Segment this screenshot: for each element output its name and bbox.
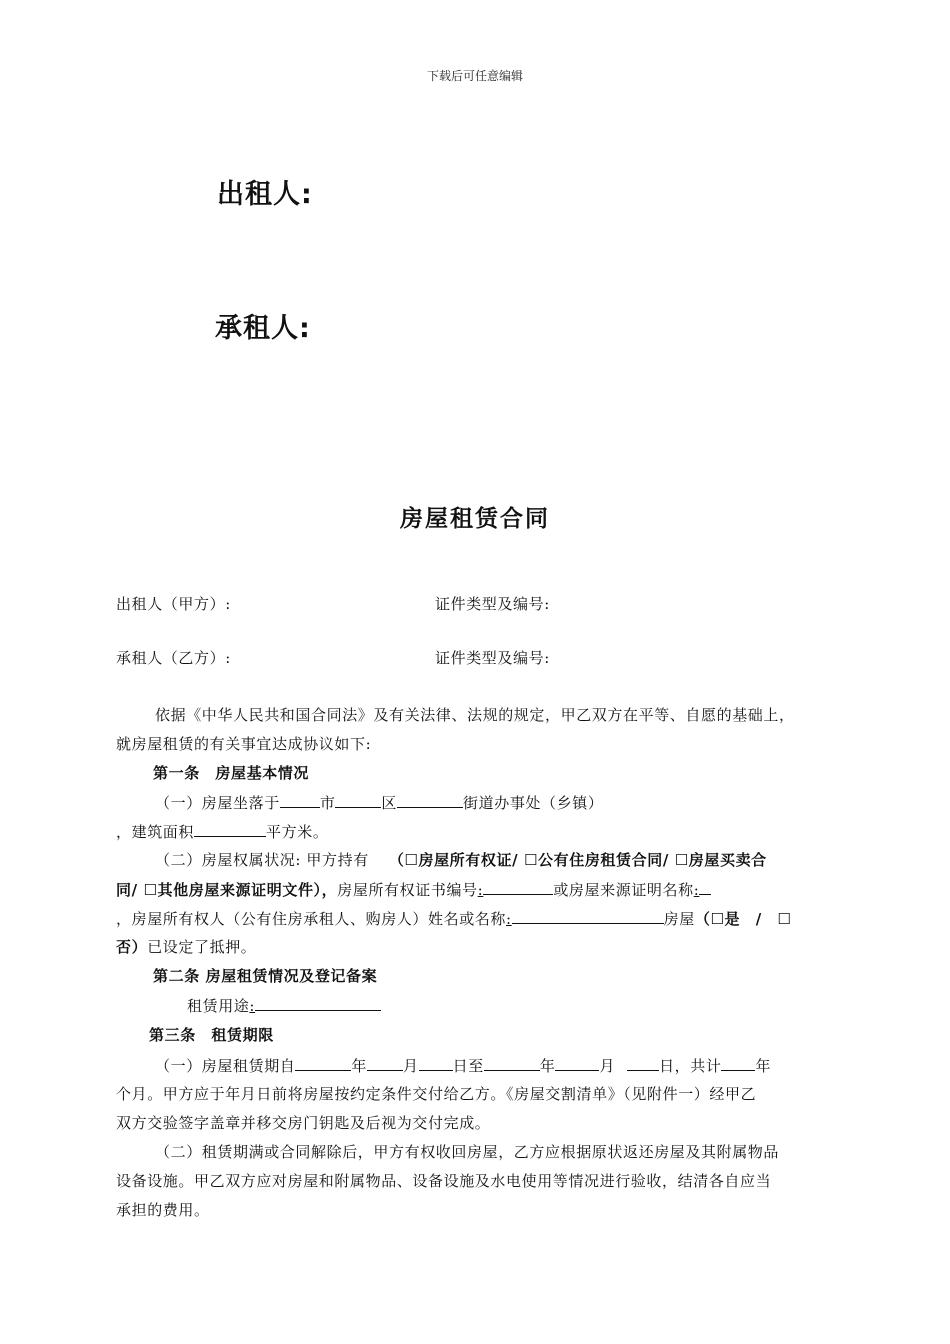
ownership-options-cont: 同/ ☐其他房屋来源证明文件）， [116, 881, 338, 899]
end-day-blank [627, 1055, 659, 1071]
article-1-item-2-line-2: 同/ ☐其他房屋来源证明文件），房屋所有权证书编号: 或房屋来源证明名称: [116, 879, 711, 900]
article-2-heading: 第二条 房屋租赁情况及登记备案 [153, 967, 378, 985]
total-years-blank [721, 1055, 755, 1071]
intro-line-1: 依据《中华人民共和国合同法》及有关法律、法规的规定，甲乙双方在平等、自愿的基础上， [155, 706, 795, 724]
source-document-label: 或房屋来源证明名称 [553, 881, 694, 899]
party-b-label: 承租人（乙方）: [116, 649, 231, 667]
area-label: ，建筑面积 [116, 823, 195, 841]
use-blank [255, 995, 381, 1011]
article-3-item-2-line-2: 设备设施。甲乙双方应对房屋和附属物品、设备设施及水电使用等情况进行验收，结清各自应当 [116, 1172, 772, 1190]
district-blank [335, 792, 381, 808]
area-unit: 平方米。 [266, 823, 329, 841]
article-3-item-1-line-3: 双方交验签字盖章并移交房门钥匙及后视为交付完成。 [116, 1114, 491, 1132]
article-3-item-1-line-2: 个月。甲方应于年月日前将房屋按约定条件交付给乙方。《房屋交割清单》（见附件一）经甲乙 [116, 1085, 757, 1103]
intro-line-2: 就房屋租赁的有关事宜达成协议如下: [116, 735, 372, 753]
start-year-blank [295, 1055, 351, 1071]
owner-name-blank [512, 908, 664, 924]
article-1-item-2-line-4 [116, 937, 256, 957]
ownership-options: （☐房屋所有权证/ ☐公有住房租赁合同/ ☐房屋买卖合 [388, 851, 767, 869]
district-label: 区 [381, 794, 398, 812]
article-3-heading: 第三条 租赁期限 [149, 1026, 274, 1044]
location-label: （一）房屋坐落于 [155, 794, 280, 812]
cover-lessor-label: 出租人: [217, 179, 313, 210]
article-3-item-2-line-3: 承担的费用。 [116, 1201, 210, 1219]
article-1-item-2-line-3: ，房屋所有权人（公有住房承租人、购房人）姓名或名称: 房屋（☐是 / ☐ [116, 910, 792, 928]
party-a-id-label: 证件类型及编号: [435, 595, 550, 613]
street-blank [397, 792, 463, 808]
start-month-blank [367, 1055, 403, 1071]
party-a-label: 出租人（甲方）: [116, 595, 231, 613]
street-label: 街道办事处（乡镇） [463, 794, 604, 812]
certificate-number-label: 房屋所有权证书编号 [337, 881, 478, 899]
certificate-number-blank [483, 879, 553, 895]
area-blank [194, 821, 266, 837]
start-day-blank [419, 1055, 453, 1071]
ownership-label: （二）房屋权属状况: 甲方持有 [155, 851, 369, 869]
article-1-item-1-line-1 [155, 792, 603, 813]
article-1-item-1-line-2 [116, 821, 328, 842]
city-blank [280, 792, 320, 808]
party-b-id-label: 证件类型及编号: [435, 649, 550, 667]
source-document-blank [699, 879, 711, 895]
contract-title: 房屋租赁合同 [400, 506, 550, 532]
end-year-blank [484, 1055, 540, 1071]
city-label: 市 [319, 794, 336, 812]
house-label: 房屋 [663, 910, 695, 928]
cover-lessee-label: 承租人: [215, 313, 311, 344]
end-month-blank [555, 1055, 599, 1071]
owner-name-label: ，房屋所有权人（公有住房承租人、购房人）姓名或名称 [116, 910, 507, 928]
article-3-item-2-line-1: （二）租赁期满或合同解除后，甲方有权收回房屋，乙方应根据原状返还房屋及其附属物品 [155, 1143, 780, 1161]
page-header-note: 下载后可任意编辑 [426, 69, 523, 83]
article-1-item-2-line-1 [155, 850, 767, 870]
mortgage-options: （☐是 / ☐ [694, 910, 792, 928]
article-2-use: 租赁用途: [187, 995, 381, 1016]
mortgage-options-cont: 否） [116, 938, 148, 956]
use-label: 租赁用途 [187, 997, 250, 1015]
mortgage-text: 已设定了抵押。 [147, 938, 257, 956]
article-3-item-1-line-1: （一）房屋租赁期自 年 月 日至 年 月 日，共计 年 [155, 1057, 772, 1075]
article-1-heading: 第一条 房屋基本情况 [153, 764, 310, 782]
